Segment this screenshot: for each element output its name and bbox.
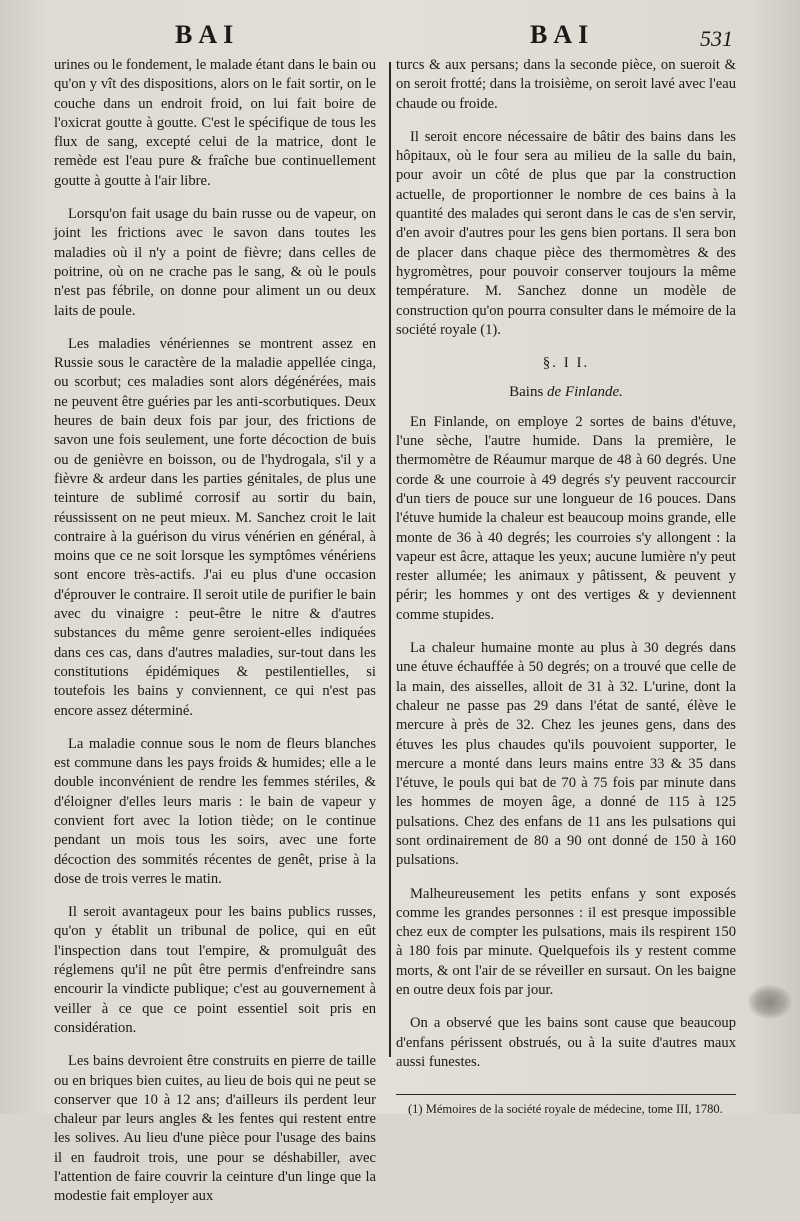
right-column: [396, 56, 736, 1117]
footnote: (1) Mémoires de la société royale de médecine, tome III, 1780.: [408, 1102, 723, 1117]
page-number: 531: [700, 26, 733, 51]
paragraph: La maladie connue sous le nom de fleurs blanches est commune dans les pays froids & humides; elle a le double inconvénient de rendre les femmes stériles, & d'éloigner d'elles leurs maris : le bain de vapeur y convient fort avec la lotion tiède; on le continue pendant un mois tous les soirs, avec une forte décoction des sommités récentes de genêt, prise à la dose de trois verres le matin.: [54, 735, 376, 887]
paragraph: turcs & aux persans; dans la seconde pièce, on sueroit & on seroit frotté; dans la troisième, on seroit lavé avec l'eau chaude ou froide.: [396, 57, 736, 112]
paragraph: La chaleur humaine monte au plus à 30 degrés dans une étuve échauffée à 50 degrés; on a trouvé que celle de la main, des aisselles, alloit de 31 à 32. L'urine, dont la chaleur ne passe pas 29 dans l'état de santé, élève le mercure à près de 32. Chez les jeunes gens, dans des étuves les plus chaudes qu'ils pouvoient supporter, le mercure a monté dans leurs mains entre 33 & 35 dans l'étuve, le pouls qui bat de 70 à 75 fois par minute dans les hommes de moyen âge, a donné de 115 à 125 pulsations. Chez des enfans de 11 ans les pulsations qui sont ordinairement de 80 a 90 ont donné de 150 à 160 pulsations.: [396, 640, 736, 869]
paragraph: Les maladies vénériennes se montrent assez en Russie sous le caractère de la maladie appellée cinga, ou scorbut; ces maladies sont alors dégénérées, mais ne peuvent être guéries par les anti-scorbutiques. Deux heures de bain deux fois par jour, des frictions de savon une fois seulement, une forte décoction de buis ou de genièvre en boisson, ou de l'hydrogala, s'il y a fièvre & ardeur dans les parties génitales, de plus une teinture de sublimé corrosif au sortir du bain, réussissent on ne peut mieux. M. Sanchez croit le lait contraire à la guérison du virus vénérien en général, à moins que ce ne soit lorsque les symptômes vénériens sont encore très-actifs. J'ai eu plus d'une occasion d'éprouver le contraire. Il seroit utile de purifier le bain avec du vinaigre : peut-être le nitre & d'autres substances du même genre seroient-elles indiquées dans ces cas, dans d'autres maladies, sur-tout dans les constitutions épidémiques & pestilentielles, si toutefois les bains y conviennent, ce qui n'est pas encore assez déterminé.: [54, 335, 376, 719]
paragraph: On a observé que les bains sont cause que beaucoup d'enfans périssent obstrués, ou à la suite d'autres maux aussi funestes.: [396, 1015, 736, 1070]
paragraph: Il seroit avantageux pour les bains publics russes, qu'on y établit un tribunal de police, qui en eût l'inspection dans tout l'empire, & promulguât des réglemens qu'il ne pût être permis d'enfreindre sans encourir la vindicte publique; c'est au gouvernement à veiller à ce que ce point essentiel soit pris en considération.: [54, 904, 376, 1036]
paragraph: En Finlande, on employe 2 sortes de bains d'étuve, l'une sèche, l'autre humide. Dans la première, le thermomètre de Réaumur marque de 48 à 60 degrés. Une corde & une courroie à 49 degrés s'y peuvent raccourcir d'un tiers de pouce sur une longueur de 16 pouces. Dans l'étuve humide la chaleur est beaucoup moins grande, elle monte de 36 à 40 degrés; les courroies s'y allongent : la vapeur est âcre, attaque les yeux; aucune lumière n'y peut rester allumée; les animaux y pâtissent, & peuvent y périr; les hommes y ont des vertiges & y deviennent comme stupides.: [396, 413, 736, 623]
paragraph: urines ou le fondement, le malade étant dans le bain ou qu'on y vît des dispositions, alors on le fait sortir, on le couche dans un endroit froid, on lui fait boire de l'oxicrat goutte à goutte. C'est le spécifique de tous les flux de sang, excepté celui de la matrice, dont le remède est l'eau pure & fraîche bue continuellement goutte à goutte à l'air libre.: [54, 57, 376, 189]
section-heading-italic: de Finlande.: [547, 384, 623, 401]
left-column: [54, 56, 376, 1221]
footnote-rule: [396, 1094, 736, 1095]
paragraph: Les bains devroient être construits en pierre de taille ou en briques bien cuites, au lieu de bois qui ne peut se conserver que 10 à 12 ans; d'ailleurs ils perdent leur chaleur par leurs angles & les fentes qui restent entre les solives. Au lieu d'une pièce pour l'usage des bains il en faudroit trois, une pour se déshabiller, avec l'attention de faire couvrir la ceinture d'un linge que la modestie fait employer aux: [54, 1053, 376, 1205]
ink-smudge: [748, 985, 792, 1019]
section-number: §. I I.: [542, 355, 590, 372]
paragraph: Lorsqu'on fait usage du bain russe ou de vapeur, on joint les frictions avec le savon dans toutes les maladies où il n'y a point de fièvre; dans celles de poitrine, où on ne crache pas le sang, & où le pouls n'est pas fébrile, on donne pour aliment un ou deux laits de poule.: [54, 206, 376, 319]
section-heading: [396, 383, 736, 402]
paragraph: Il seroit encore nécessaire de bâtir des bains dans les hôpitaux, où le four sera au milieu de la salle du bain, pour avoir un côté de plus que par la construction actuelle, de proportionner le nombre de ces bains à la quantité des malades qui seront dans le cas de s'en servir, d'en avoir d'autres pour les gens bien portans. Il sera bon de placer dans chaque pièce des thermomètres & des hygromètres, pour pouvoir conserver toujours la même température. M. Sanchez donne un modèle de construction qu'on pourra consulter dans le mémoire de la société royale (1).: [396, 128, 736, 338]
section-heading-roman: Bains: [509, 384, 544, 401]
column-divider: [389, 62, 391, 1057]
running-header-right: BAI: [530, 20, 595, 49]
running-header-left: BAI: [175, 20, 240, 49]
paragraph: Malheureusement les petits enfans y sont exposés comme les grandes personnes : il est presque impossible chez eux de compter les pulsations, mais ils respirent 150 à 180 fois par minute. Quelquefois ils y restent comme morts, & ont l'air de se réveiller en sursaut. On les baigne en outre deux fois par jour.: [396, 885, 736, 999]
